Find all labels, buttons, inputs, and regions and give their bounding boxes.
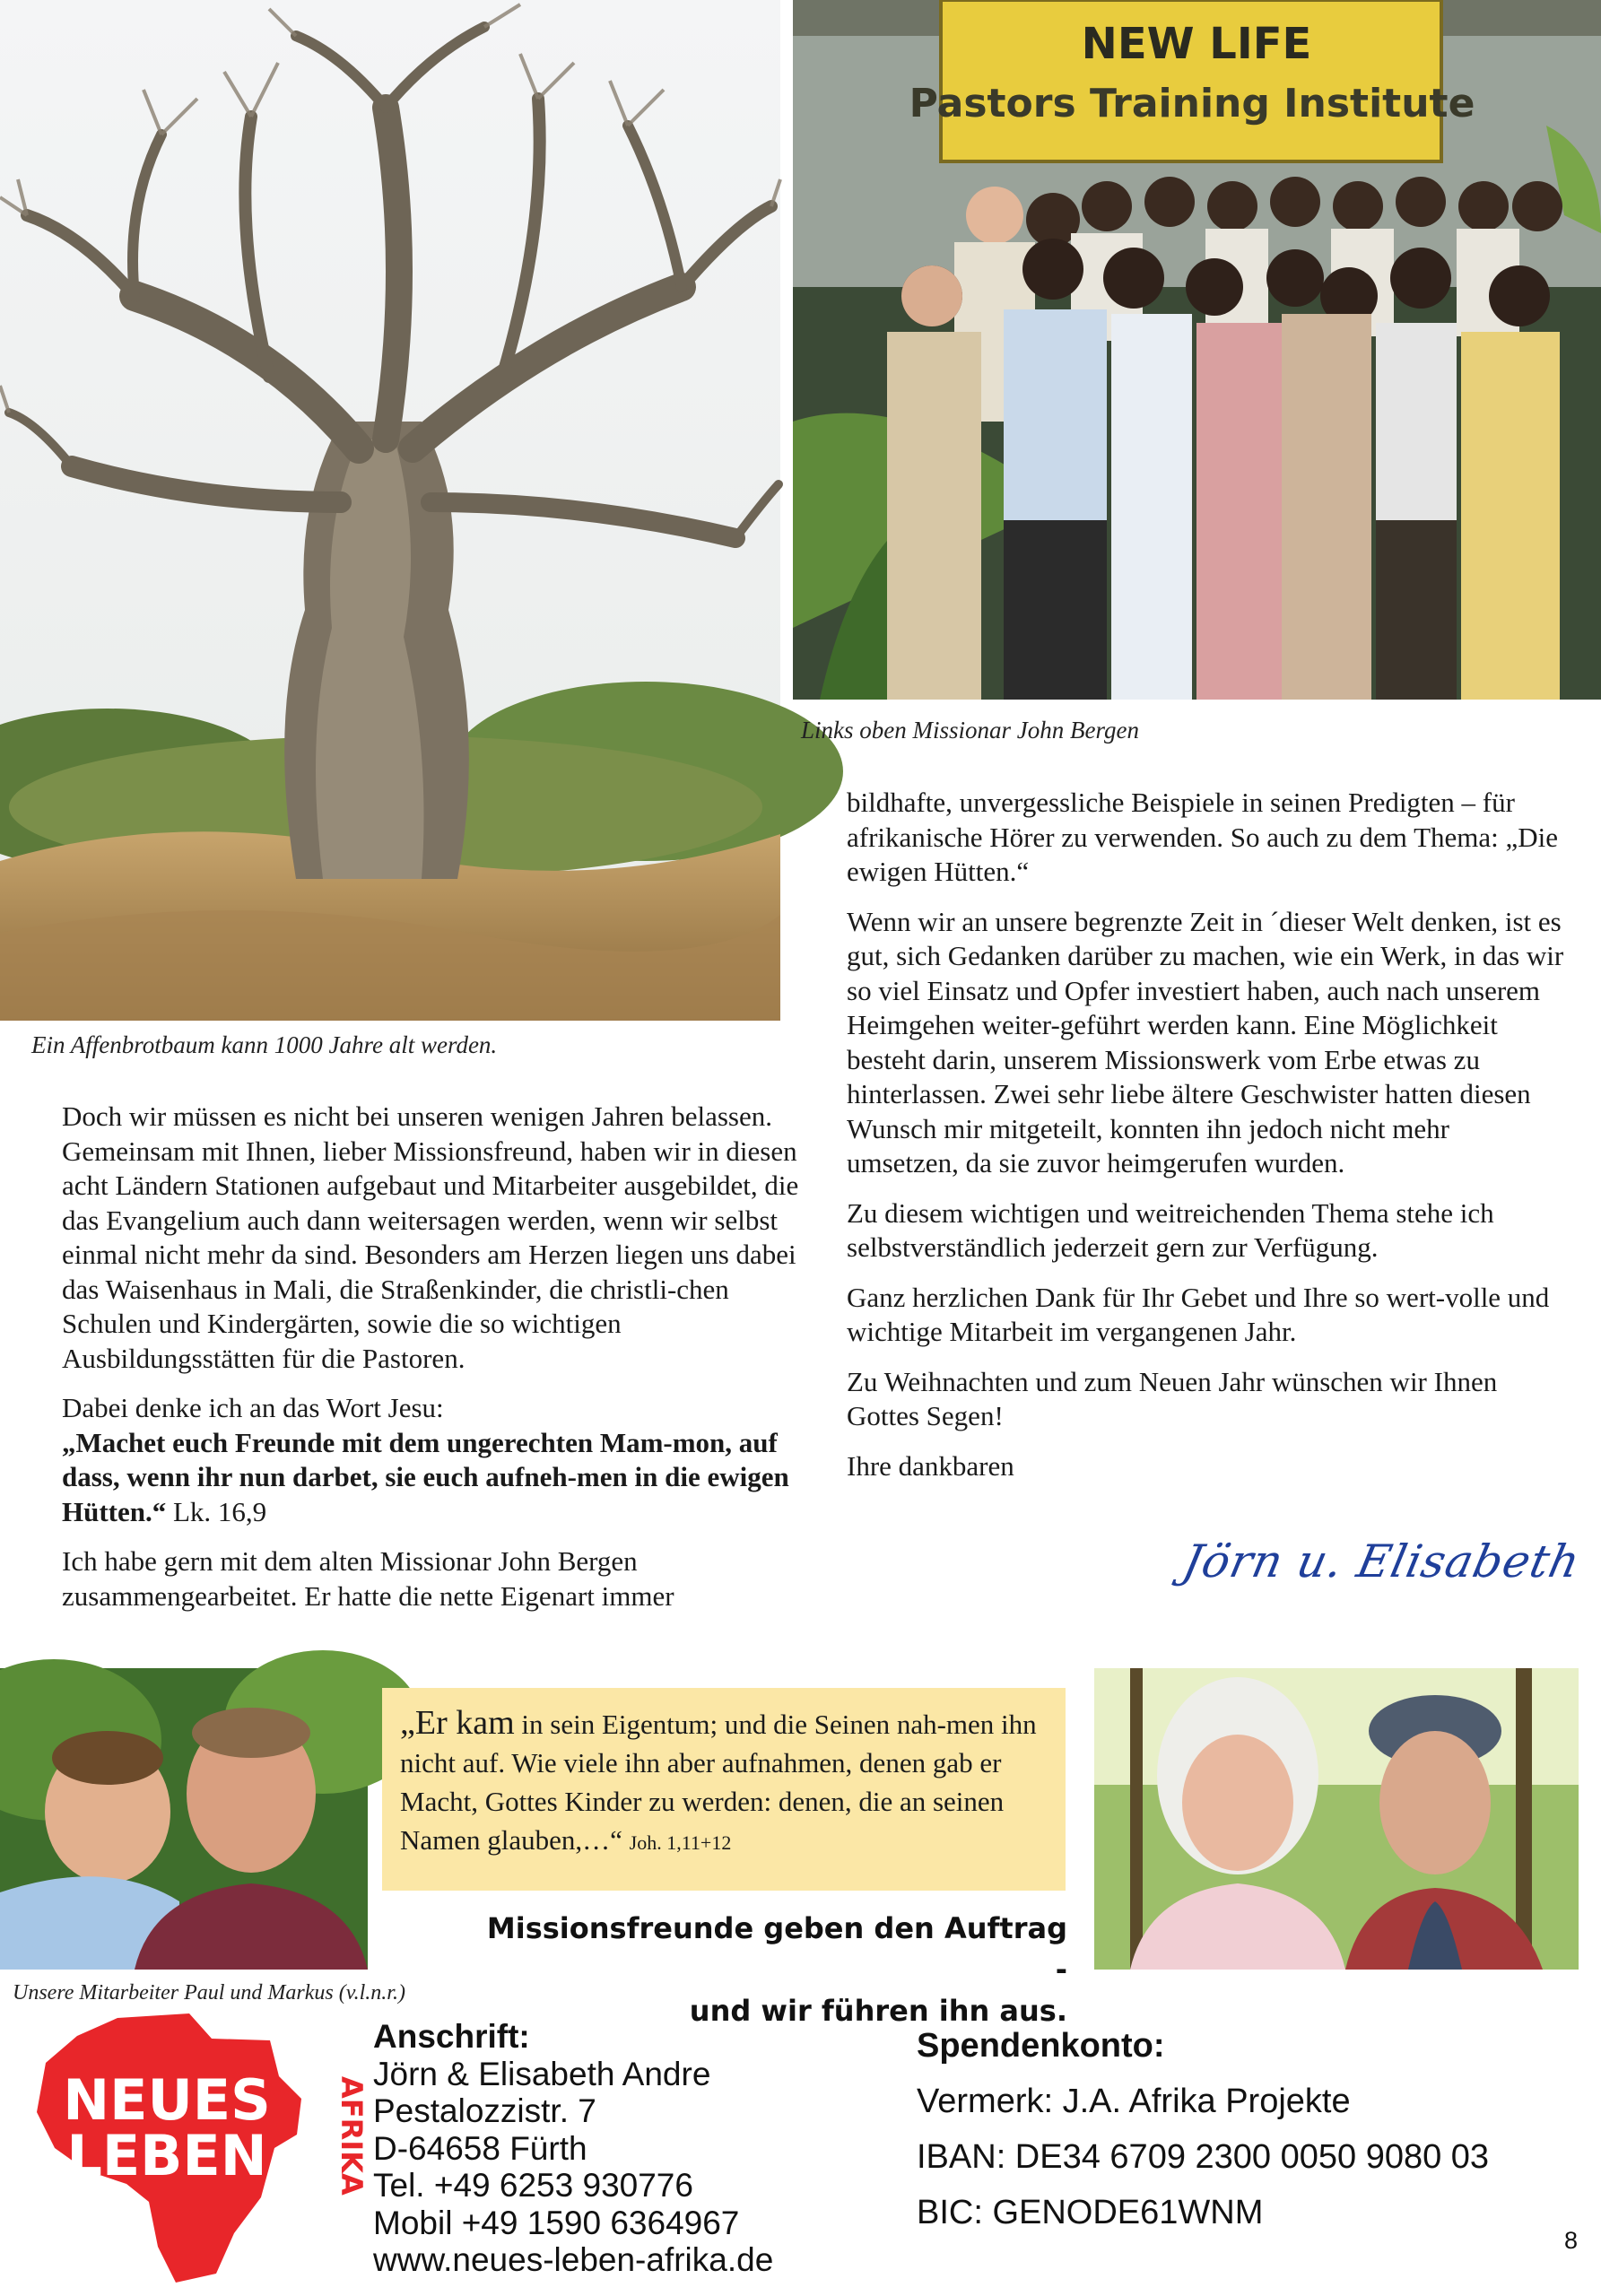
- bank-block: [917, 2018, 1489, 2240]
- mammon-quote-ref: Lk. 16,9: [173, 1495, 267, 1527]
- left-column: [62, 1100, 802, 1629]
- quote-text: in sein Eigentum; und die Seinen nah-men ihn nicht auf. Wie viele ihn aber aufnahmen, denen gab er Macht, Gottes Kinder zu werden: denen, die an seinen Namen glauben,…“: [400, 1709, 1037, 1856]
- right-paragraph-6: Ihre dankbaren: [847, 1449, 1014, 1482]
- sign-line1: NEW LIFE: [1081, 19, 1312, 69]
- right-paragraph-2: Wenn wir an unsere begrenzte Zeit in ´dieser Welt denken, ist es gut, sich Gedanken darüber zu machen, wie ein Werk, in das wir so viel Einsatz und Opfer investiert haben, auch nach unserem Heimgehen weiter-geführt werden kann. Eine Möglichkeit besteht darin, unserem Missionswerk vom Erbe etwas zu hinterlassen. Zwei sehr liebe ältere Geschwister hatten diesen Wunsch mir mitgeteilt, konnten ihn jedoch nicht mehr umsetzen, da sie zuvor heimgerufen wurden.: [847, 905, 1564, 1178]
- address-web[interactable]: www.neues-leben-afrika.de: [373, 2241, 774, 2278]
- mammon-quote: „Machet euch Freunde mit dem ungerechten Mam-mon, auf dass, wenn ihr nun darbet, sie euch aufneh-men in die ewigen Hütten.“: [62, 1426, 789, 1527]
- bible-quote-box: [382, 1688, 1066, 1891]
- logo-line-2: LEBEN: [66, 2123, 267, 2188]
- page-number: 8: [1563, 2227, 1578, 2254]
- right-paragraph-4: Ganz herzlichen Dank für Ihr Gebet und Ihre so wert-volle und wichtige Mitarbeit im vergangenen Jahr.: [847, 1281, 1550, 1347]
- left-paragraph-1: Doch wir müssen es nicht bei unseren wenigen Jahren belassen. Gemeinsam mit Ihnen, lieber Missionsfreund, haben wir in diesen acht Ländern Stationen aufgebaut und Mitarbeiter ausgebildet, die das Evangelium auch dann weitersagen werden, wenn wir selbst einmal nicht mehr da sind. Besonders am Herzen liegen uns dabei das Waisenhaus in Mali, die Straßenkinder, die christli-chen Schulen und Kindergärten, sowie die so wichtigen Ausbildungsstätten für die Pastoren.: [62, 1100, 799, 1374]
- bank-bic: BIC: GENODE61WNM: [917, 2194, 1264, 2231]
- quote-ref: Joh. 1,11+12: [629, 1831, 732, 1854]
- group-photo-caption: Links oben Missionar John Bergen: [801, 717, 1139, 744]
- address-street: Pestalozzistr. 7: [373, 2092, 596, 2129]
- quote-opening: „Er kam: [400, 1704, 515, 1742]
- baobab-photo: [0, 0, 780, 1021]
- bank-heading: Spendenkonto:: [917, 2027, 1165, 2065]
- right-paragraph-3: Zu diesem wichtigen und weitreichenden Thema stehe ich selbstverständlich jederzeit gern zur Verfügung.: [847, 1196, 1494, 1263]
- address-name: Jörn & Elisabeth Andre: [373, 2055, 711, 2092]
- right-paragraph-1: bildhafte, unvergessliche Beispiele in seinen Predigten – für afrikanische Hörer zu verwenden. So auch zu dem Thema: „Die ewigen Hütten.“: [847, 787, 1559, 887]
- address-tel: Tel. +49 6253 930776: [373, 2167, 693, 2204]
- bank-iban: IBAN: DE34 6709 2300 0050 9080 03: [917, 2138, 1490, 2176]
- right-paragraph-5: Zu Weihnachten und zum Neuen Jahr wünschen wir Ihnen Gottes Segen!: [847, 1365, 1498, 1431]
- logo-line-1: NEUES: [63, 2067, 271, 2133]
- slogan-line-1: Missionsfreunde geben den Auftrag -: [486, 1911, 1067, 1987]
- address-heading: Anschrift:: [373, 2018, 530, 2055]
- signature: Jörn u. Elisabeth: [1178, 1535, 1586, 1587]
- logo-side: AFRIKA: [335, 2076, 369, 2196]
- slogan-line-2: und wir führen ihn aus.: [689, 1994, 1067, 2028]
- bank-note: Vermerk: J.A. Afrika Projekte: [917, 2083, 1351, 2120]
- pastors-group-photo: [793, 0, 1601, 700]
- neues-leben-afrika-logo: [32, 2013, 369, 2283]
- left-paragraph-3: Ich habe gern mit dem alten Missionar John Bergen zusammengearbeitet. Er hatte die nette Eigenart immer: [62, 1545, 674, 1612]
- right-column: [847, 786, 1564, 1499]
- slogan: [466, 1908, 1067, 2031]
- jesus-word-intro: Dabei denke ich an das Wort Jesu:: [62, 1392, 444, 1423]
- left-paragraph-2: [62, 1391, 802, 1529]
- address-mobile: Mobil +49 1590 6364967: [373, 2204, 740, 2241]
- sign-line2: Pastors Training Institute: [909, 81, 1475, 126]
- workers-caption: Unsere Mitarbeiter Paul und Markus (v.l.n.r.): [13, 1981, 405, 2005]
- address-block: [373, 2018, 773, 2279]
- workers-photo: [0, 1668, 368, 1970]
- address-city: D-64658 Fürth: [373, 2129, 587, 2167]
- founders-photo: [1094, 1668, 1579, 1970]
- baobab-caption: Ein Affenbrotbaum kann 1000 Jahre alt werden.: [31, 1031, 498, 1058]
